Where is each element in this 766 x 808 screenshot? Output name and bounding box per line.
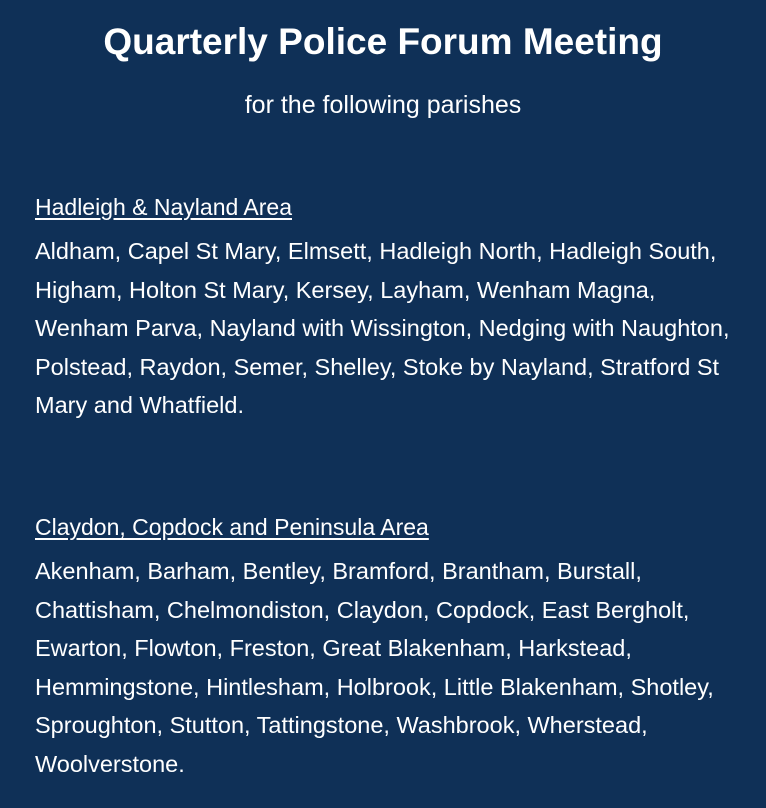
- parish-list: Akenham, Barham, Bentley, Bramford, Brantham, Burstall, Chattisham, Chelmondiston, Claydon, Copdock, East Bergholt, Ewarton, Flowton, Freston, Great Blakenham, Harkstead, Hemmingstone, Hintlesham, Holbrook, Little Blakenham, Shotley, Sproughton, Stutton, Tattingstone, Washbrook, Wherstead, Woolverstone.: [35, 558, 714, 777]
- section-heading: Hadleigh & Nayland Area: [35, 194, 292, 220]
- section-hadleigh-nayland: [35, 190, 735, 425]
- section-heading: Claydon, Copdock and Peninsula Area: [35, 514, 429, 540]
- section-claydon-copdock-peninsula: [35, 510, 735, 784]
- page-subtitle: for the following parishes: [244, 91, 522, 119]
- page-title: Quarterly Police Forum Meeting: [103, 21, 663, 62]
- parish-list: Aldham, Capel St Mary, Elmsett, Hadleigh North, Hadleigh South, Higham, Holton St Mary, Kersey, Layham, Wenham Magna, Wenham Parva, Nayland with Wissington, Nedging with Naughton, Polstead, Raydon, Semer, Shelley, Stoke by Nayland, Stratford St Mary and Whatfield.: [35, 238, 730, 419]
